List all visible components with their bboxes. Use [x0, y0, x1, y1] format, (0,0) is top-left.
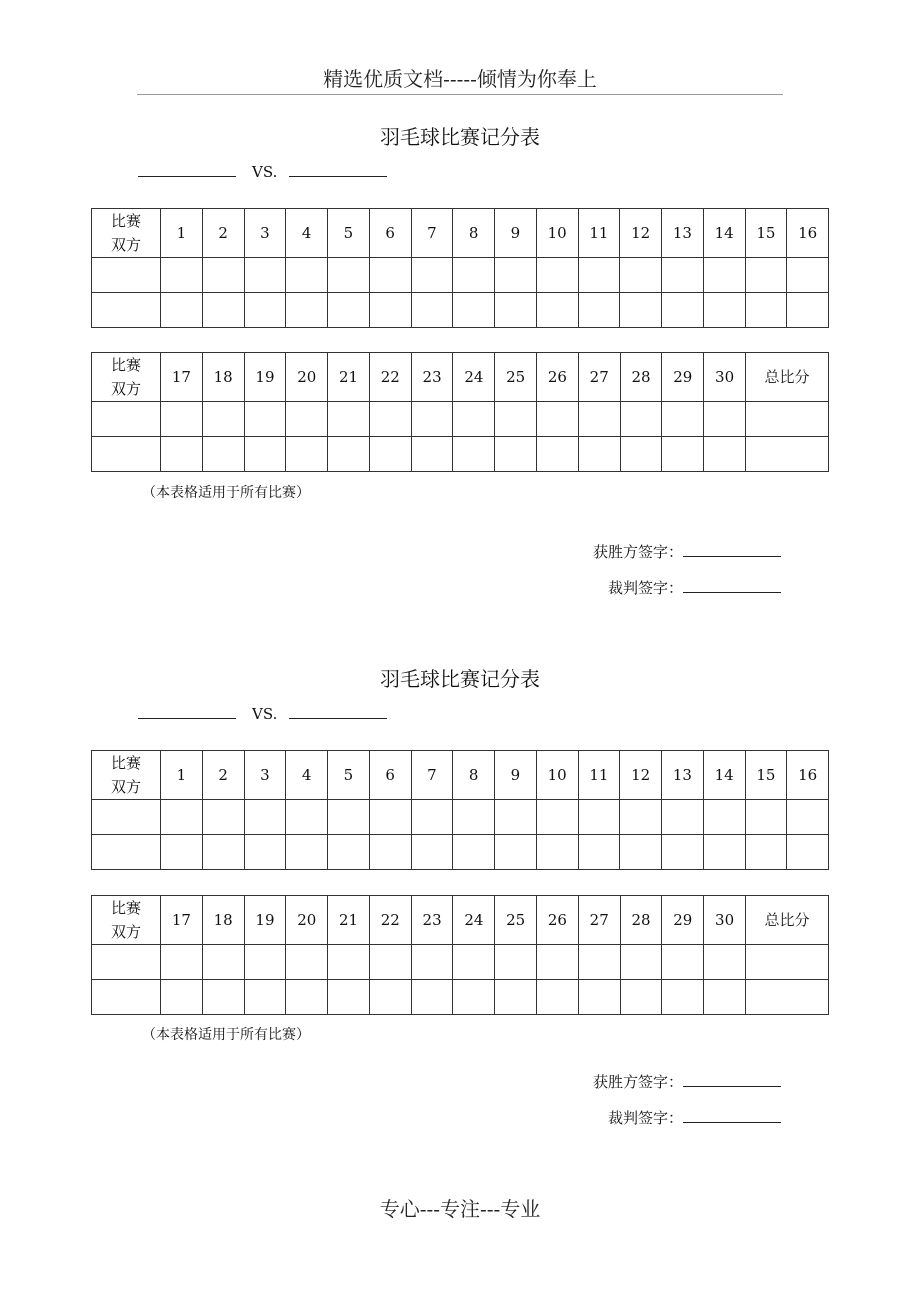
- score-cell[interactable]: [703, 800, 745, 835]
- page-footer: 专心---专注---专业: [379, 1197, 541, 1221]
- game-number: 23: [411, 353, 453, 402]
- vs-line: [138, 704, 387, 724]
- party-cell[interactable]: [92, 258, 161, 293]
- game-number: 20: [286, 896, 328, 945]
- party-cell[interactable]: [92, 945, 161, 980]
- score-cell[interactable]: [453, 258, 495, 293]
- score-cell[interactable]: [244, 800, 286, 835]
- score-cell[interactable]: [369, 437, 411, 472]
- winner-sign-label: 获胜方签字：: [592, 543, 683, 561]
- referee-sign-label: 裁判签字：: [607, 579, 683, 597]
- score-cell[interactable]: [202, 945, 244, 980]
- party-label-cell: [92, 896, 161, 945]
- score-cell[interactable]: [662, 980, 704, 1015]
- score-cell[interactable]: [745, 258, 787, 293]
- game-number: 20: [286, 353, 328, 402]
- game-number: 8: [453, 209, 495, 258]
- score-cell[interactable]: [787, 293, 829, 328]
- party-label-line1: 比赛: [110, 212, 141, 230]
- game-number: 3: [244, 209, 286, 258]
- score-cell[interactable]: [578, 402, 620, 437]
- score-cell[interactable]: [161, 437, 203, 472]
- score-cell[interactable]: [662, 258, 704, 293]
- party-label-line1: 比赛: [110, 356, 141, 374]
- party-label-line1: 比赛: [110, 899, 141, 917]
- score-cell[interactable]: [244, 980, 286, 1015]
- table-header-row: [92, 353, 829, 402]
- game-number: 2: [202, 209, 244, 258]
- score-cell[interactable]: [411, 945, 453, 980]
- score-cell[interactable]: [620, 980, 662, 1015]
- score-cell[interactable]: [620, 437, 662, 472]
- party-label-cell: [92, 751, 161, 800]
- score-cell[interactable]: [244, 945, 286, 980]
- game-number: 28: [620, 896, 662, 945]
- game-number: 12: [620, 751, 662, 800]
- game-number: 19: [244, 896, 286, 945]
- game-number: 10: [536, 751, 578, 800]
- game-number: 25: [495, 353, 537, 402]
- game-number: 18: [202, 896, 244, 945]
- score-cell[interactable]: [161, 835, 203, 870]
- winner-sign-label: 获胜方签字：: [592, 1073, 683, 1091]
- game-number: 17: [161, 896, 203, 945]
- table-row: [92, 835, 829, 870]
- game-number: 3: [244, 751, 286, 800]
- score-cell[interactable]: [369, 835, 411, 870]
- score-cell[interactable]: [244, 293, 286, 328]
- game-number: 2: [202, 751, 244, 800]
- page-header: 精选优质文档-----倾情为你奉上: [323, 67, 597, 91]
- header-rule: [137, 94, 783, 95]
- score-cell[interactable]: [703, 258, 745, 293]
- score-cell[interactable]: [578, 980, 620, 1015]
- party-label-cell: [92, 209, 161, 258]
- score-cell[interactable]: [161, 293, 203, 328]
- party-label-line2: 双方: [110, 778, 141, 796]
- score-cell[interactable]: [244, 835, 286, 870]
- party-label-line1: 比赛: [110, 754, 141, 772]
- sheet-title: 羽毛球比赛记分表: [380, 125, 540, 149]
- table-header-row: [92, 896, 829, 945]
- game-number: 7: [411, 209, 453, 258]
- game-number: 1: [161, 751, 203, 800]
- score-table-games-17-30: [91, 352, 829, 472]
- score-cell[interactable]: [286, 293, 328, 328]
- score-cell[interactable]: [578, 800, 620, 835]
- game-number: 24: [453, 896, 495, 945]
- score-cell[interactable]: [495, 402, 537, 437]
- table-row: [92, 258, 829, 293]
- vs-label: VS.: [252, 705, 278, 723]
- score-cell[interactable]: [620, 800, 662, 835]
- score-cell[interactable]: [202, 258, 244, 293]
- game-number: 6: [369, 209, 411, 258]
- game-number: 26: [537, 353, 579, 402]
- table-row: [92, 402, 829, 437]
- score-cell[interactable]: [328, 258, 370, 293]
- score-cell[interactable]: [328, 945, 370, 980]
- score-cell[interactable]: [286, 258, 328, 293]
- party-cell[interactable]: [92, 293, 161, 328]
- game-number: 7: [411, 751, 453, 800]
- party-label-cell: [92, 353, 161, 402]
- referee-sign-label: 裁判签字：: [607, 1109, 683, 1127]
- score-cell[interactable]: [244, 258, 286, 293]
- score-cell[interactable]: [495, 980, 537, 1015]
- winner-signature-line: [593, 1072, 781, 1092]
- score-cell[interactable]: [495, 800, 537, 835]
- score-cell[interactable]: [161, 402, 203, 437]
- party-label-line2: 双方: [110, 923, 141, 941]
- score-cell[interactable]: [745, 293, 787, 328]
- game-number: 8: [453, 751, 495, 800]
- score-cell[interactable]: [244, 437, 286, 472]
- party-cell[interactable]: [92, 437, 161, 472]
- score-cell[interactable]: [703, 293, 745, 328]
- score-cell[interactable]: [369, 800, 411, 835]
- score-cell[interactable]: [495, 945, 537, 980]
- score-cell[interactable]: [662, 293, 704, 328]
- game-number: 4: [286, 209, 328, 258]
- referee-sign-blank[interactable]: [683, 1122, 781, 1123]
- score-cell[interactable]: [537, 437, 579, 472]
- score-cell[interactable]: [202, 800, 244, 835]
- score-cell[interactable]: [411, 800, 453, 835]
- game-number: 26: [537, 896, 579, 945]
- score-cell[interactable]: [495, 293, 537, 328]
- total-score-cell[interactable]: [746, 437, 829, 472]
- score-cell[interactable]: [202, 437, 244, 472]
- score-cell[interactable]: [662, 437, 704, 472]
- score-cell[interactable]: [578, 835, 620, 870]
- vs-label: VS.: [252, 163, 278, 181]
- score-cell[interactable]: [620, 835, 662, 870]
- party-cell[interactable]: [92, 835, 161, 870]
- score-cell[interactable]: [411, 293, 453, 328]
- table-note: （本表格适用于所有比赛）: [142, 1027, 310, 1043]
- score-cell[interactable]: [411, 980, 453, 1015]
- score-cell[interactable]: [161, 980, 203, 1015]
- game-number: 21: [328, 896, 370, 945]
- score-cell[interactable]: [453, 402, 495, 437]
- winner-signature-line: [593, 542, 781, 562]
- score-cell[interactable]: [369, 945, 411, 980]
- table-row: [92, 800, 829, 835]
- game-number: 14: [703, 209, 745, 258]
- table-header-row: [92, 751, 829, 800]
- game-number: 4: [286, 751, 328, 800]
- score-cell[interactable]: [620, 293, 662, 328]
- game-number: 22: [369, 896, 411, 945]
- score-cell[interactable]: [537, 980, 579, 1015]
- game-number: 23: [411, 896, 453, 945]
- score-cell[interactable]: [704, 437, 746, 472]
- game-number: 18: [202, 353, 244, 402]
- score-cell[interactable]: [161, 945, 203, 980]
- score-cell[interactable]: [703, 835, 745, 870]
- score-cell[interactable]: [536, 800, 578, 835]
- score-cell[interactable]: [453, 293, 495, 328]
- game-number: 9: [495, 751, 537, 800]
- table-row: [92, 293, 829, 328]
- score-cell[interactable]: [536, 293, 578, 328]
- score-cell[interactable]: [662, 800, 704, 835]
- game-number: 15: [745, 209, 787, 258]
- score-cell[interactable]: [662, 402, 704, 437]
- score-cell[interactable]: [286, 980, 328, 1015]
- game-number: 19: [244, 353, 286, 402]
- score-cell[interactable]: [704, 980, 746, 1015]
- score-cell[interactable]: [328, 800, 370, 835]
- score-cell[interactable]: [536, 835, 578, 870]
- table-note: （本表格适用于所有比赛）: [142, 485, 310, 501]
- game-number: 11: [578, 751, 620, 800]
- game-number: 16: [787, 209, 829, 258]
- score-cell[interactable]: [244, 402, 286, 437]
- score-cell[interactable]: [704, 402, 746, 437]
- score-cell[interactable]: [453, 945, 495, 980]
- score-cell[interactable]: [787, 258, 829, 293]
- game-number: 13: [662, 209, 704, 258]
- score-cell[interactable]: [328, 293, 370, 328]
- score-cell[interactable]: [495, 258, 537, 293]
- score-cell[interactable]: [745, 800, 787, 835]
- score-cell[interactable]: [495, 835, 537, 870]
- table-row: [92, 980, 829, 1015]
- total-score-cell[interactable]: [746, 980, 829, 1015]
- player-b-blank[interactable]: [289, 718, 387, 719]
- score-cell[interactable]: [328, 402, 370, 437]
- game-number: 21: [328, 353, 370, 402]
- party-label-line2: 双方: [110, 380, 141, 398]
- score-table-games-1-16: [91, 750, 829, 870]
- score-cell[interactable]: [202, 835, 244, 870]
- game-number: 17: [161, 353, 203, 402]
- score-cell[interactable]: [202, 980, 244, 1015]
- score-cell[interactable]: [202, 293, 244, 328]
- score-cell[interactable]: [704, 945, 746, 980]
- game-number: 25: [495, 896, 537, 945]
- score-cell[interactable]: [453, 800, 495, 835]
- party-label-line2: 双方: [110, 236, 141, 254]
- game-number: 11: [578, 209, 620, 258]
- score-cell[interactable]: [453, 835, 495, 870]
- score-cell[interactable]: [328, 980, 370, 1015]
- total-score-cell[interactable]: [746, 402, 829, 437]
- game-number: 22: [369, 353, 411, 402]
- score-cell[interactable]: [453, 437, 495, 472]
- score-cell[interactable]: [369, 402, 411, 437]
- score-cell[interactable]: [578, 293, 620, 328]
- game-number: 27: [578, 896, 620, 945]
- game-number: 29: [662, 353, 704, 402]
- game-number: 6: [369, 751, 411, 800]
- winner-sign-blank[interactable]: [683, 556, 781, 557]
- game-number: 27: [578, 353, 620, 402]
- game-number: 28: [620, 353, 662, 402]
- winner-sign-blank[interactable]: [683, 1086, 781, 1087]
- game-number: 30: [704, 896, 746, 945]
- score-cell[interactable]: [202, 402, 244, 437]
- score-cell[interactable]: [161, 800, 203, 835]
- score-cell[interactable]: [662, 945, 704, 980]
- game-number: 5: [328, 209, 370, 258]
- score-cell[interactable]: [328, 835, 370, 870]
- table-header-row: [92, 209, 829, 258]
- party-cell[interactable]: [92, 402, 161, 437]
- game-number: 13: [662, 751, 704, 800]
- game-number: 29: [662, 896, 704, 945]
- score-cell[interactable]: [578, 437, 620, 472]
- score-cell[interactable]: [787, 800, 829, 835]
- score-cell[interactable]: [411, 437, 453, 472]
- score-cell[interactable]: [578, 258, 620, 293]
- game-number: 14: [703, 751, 745, 800]
- score-cell[interactable]: [411, 258, 453, 293]
- score-cell[interactable]: [369, 293, 411, 328]
- score-cell[interactable]: [369, 258, 411, 293]
- score-cell[interactable]: [369, 980, 411, 1015]
- player-b-blank[interactable]: [289, 176, 387, 177]
- party-cell[interactable]: [92, 980, 161, 1015]
- score-cell[interactable]: [453, 980, 495, 1015]
- game-number: 5: [328, 751, 370, 800]
- score-cell[interactable]: [286, 835, 328, 870]
- score-cell[interactable]: [328, 437, 370, 472]
- score-cell[interactable]: [286, 402, 328, 437]
- score-table-games-1-16: [91, 208, 829, 328]
- score-sheet-1: [0, 124, 920, 604]
- score-cell[interactable]: [620, 402, 662, 437]
- sheet-title: 羽毛球比赛记分表: [380, 667, 540, 691]
- game-number: 9: [495, 209, 537, 258]
- score-cell[interactable]: [662, 835, 704, 870]
- total-score-label: 总比分: [746, 896, 829, 945]
- game-number: 15: [745, 751, 787, 800]
- score-cell[interactable]: [286, 437, 328, 472]
- score-cell[interactable]: [495, 437, 537, 472]
- score-table-games-17-30: [91, 895, 829, 1015]
- score-sheet-2: [0, 666, 920, 1146]
- table-row: [92, 945, 829, 980]
- score-cell[interactable]: [620, 258, 662, 293]
- player-a-blank[interactable]: [138, 176, 236, 177]
- total-score-cell[interactable]: [746, 945, 829, 980]
- vs-line: [138, 162, 387, 182]
- game-number: 1: [161, 209, 203, 258]
- player-a-blank[interactable]: [138, 718, 236, 719]
- referee-signature-line: [608, 578, 781, 598]
- score-cell[interactable]: [537, 945, 579, 980]
- referee-signature-line: [608, 1108, 781, 1128]
- game-number: 12: [620, 209, 662, 258]
- game-number: 30: [704, 353, 746, 402]
- score-cell[interactable]: [536, 258, 578, 293]
- score-cell[interactable]: [787, 835, 829, 870]
- score-cell[interactable]: [286, 800, 328, 835]
- total-score-label: 总比分: [746, 353, 829, 402]
- score-cell[interactable]: [537, 402, 579, 437]
- party-cell[interactable]: [92, 800, 161, 835]
- score-cell[interactable]: [745, 835, 787, 870]
- referee-sign-blank[interactable]: [683, 592, 781, 593]
- score-cell[interactable]: [286, 945, 328, 980]
- table-row: [92, 437, 829, 472]
- game-number: 16: [787, 751, 829, 800]
- score-cell[interactable]: [411, 402, 453, 437]
- score-cell[interactable]: [161, 258, 203, 293]
- score-cell[interactable]: [411, 835, 453, 870]
- game-number: 10: [536, 209, 578, 258]
- score-cell[interactable]: [578, 945, 620, 980]
- score-cell[interactable]: [620, 945, 662, 980]
- game-number: 24: [453, 353, 495, 402]
